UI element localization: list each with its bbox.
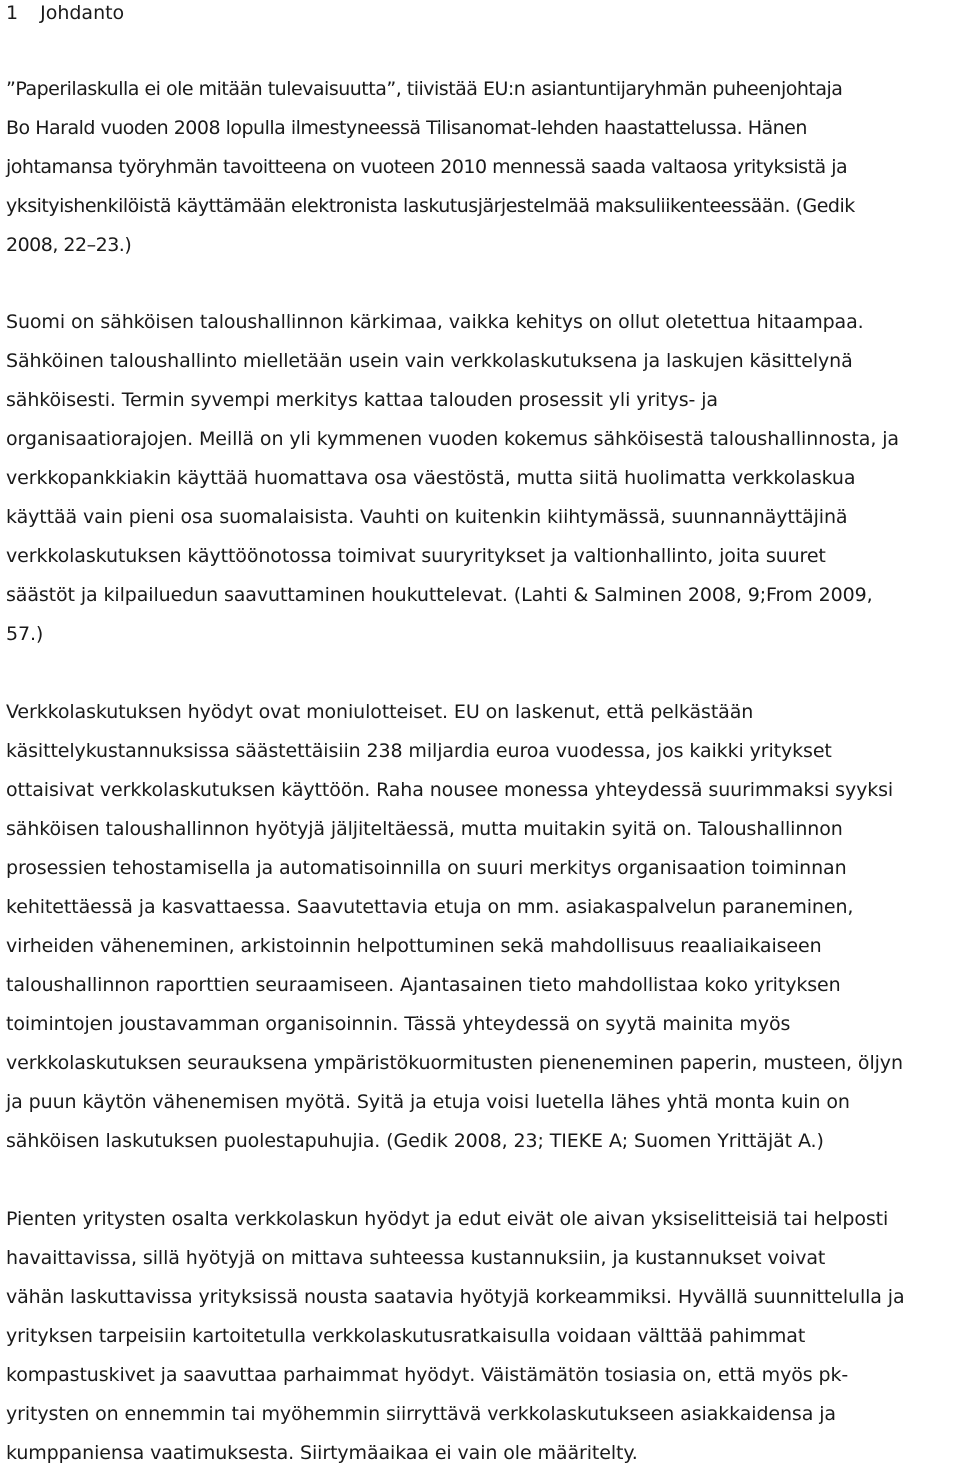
paragraph-line: vähän laskuttavissa yrityksissä nousta saatavia hyötyjä korkeammiksi. Hyvällä suunnittelulla ja bbox=[6, 1286, 905, 1308]
paragraph-line: sähköisen laskutuksen puolestapuhujia. (Gedik 2008, 23; TIEKE A; Suomen Yrittäjät A.) bbox=[6, 1130, 824, 1152]
paragraph-line: ottaisivat verkkolaskutuksen käyttöön. Raha nousee monessa yhteydessä suurimmaksi syyksi bbox=[6, 779, 894, 801]
paragraph-line: johtamansa työryhmän tavoitteena on vuoteen 2010 mennessä saada valtaosa yrityksistä ja bbox=[6, 156, 848, 178]
paragraph-line: virheiden väheneminen, arkistoinnin helpottuminen sekä mahdollisuus reaaliaikaiseen bbox=[6, 935, 822, 957]
paragraph-line: kehitettäessä ja kasvattaessa. Saavutettavia etuja on mm. asiakaspalvelun paraneminen, bbox=[6, 896, 854, 918]
paragraph-line: käyttää vain pieni osa suomalaisista. Vauhti on kuitenkin kiihtymässä, suunnannäyttäjinä bbox=[6, 506, 848, 528]
paragraph-line: Pienten yritysten osalta verkkolaskun hyödyt ja edut eivät ole aivan yksiselitteisiä tai helposti bbox=[6, 1208, 889, 1230]
paragraph-line: verkkolaskutuksen seurauksena ympäristökuormitusten pieneneminen paperin, musteen, öljyn bbox=[6, 1052, 903, 1074]
paragraph-line: ja puun käytön vähenemisen myötä. Syitä ja etuja voisi luetella lähes yhtä monta kuin on bbox=[6, 1091, 850, 1113]
paragraph-line: yritysten on ennemmin tai myöhemmin siirryttävä verkkolaskutukseen asiakkaidensa ja bbox=[6, 1403, 836, 1425]
paragraph-line: ”Paperilaskulla ei ole mitään tulevaisuutta”, tiivistää EU:n asiantuntijaryhmän puheenjohtaja bbox=[6, 78, 843, 100]
paragraph-line: verkkopankkiakin käyttää huomattava osa väestöstä, mutta siitä huolimatta verkkolaskua bbox=[6, 467, 856, 489]
paragraph-line: kumppaniensa vaatimuksesta. Siirtymäaikaa ei vain ole määritelty. bbox=[6, 1442, 638, 1464]
paragraph-line: Suomi on sähköisen taloushallinnon kärkimaa, vaikka kehitys on ollut oletettua hitaampaa. bbox=[6, 311, 864, 333]
paragraph-line: Bo Harald vuoden 2008 lopulla ilmestyneessä Tilisanomat-lehden haastattelussa. Hänen bbox=[6, 117, 807, 139]
paragraph-line: sähköisesti. Termin syvempi merkitys kattaa talouden prosessit yli yritys- ja bbox=[6, 389, 718, 411]
paragraph-line: 2008, 22–23.) bbox=[6, 234, 132, 256]
paragraph-line: verkkolaskutuksen käyttöönotossa toimivat suuryritykset ja valtionhallinto, joita suuret bbox=[6, 545, 826, 567]
paragraph-line: Verkkolaskutuksen hyödyt ovat moniulotteiset. EU on laskenut, että pelkästään bbox=[6, 701, 754, 723]
paragraph-line: säästöt ja kilpailuedun saavuttaminen houkuttelevat. (Lahti & Salminen 2008, 9;From 2009, bbox=[6, 584, 873, 606]
paragraph-line: kompastuskivet ja saavuttaa parhaimmat hyödyt. Väistämätön tosiasia on, että myös pk- bbox=[6, 1364, 849, 1386]
paragraph-line: käsittelykustannuksissa säästettäisiin 238 miljardia euroa vuodessa, jos kaikki yritykset bbox=[6, 740, 832, 762]
section-heading bbox=[6, 0, 124, 26]
paragraph-line: Sähköinen taloushallinto mielletään usein vain verkkolaskutuksena ja laskujen käsittelynä bbox=[6, 350, 853, 372]
paragraph-line: havaittavissa, sillä hyötyjä on mittava suhteessa kustannuksiin, ja kustannukset voivat bbox=[6, 1247, 826, 1269]
paragraph-line: yrityksen tarpeisiin kartoitetulla verkkolaskutusratkaisulla voidaan välttää pahimmat bbox=[6, 1325, 806, 1347]
section-title: Johdanto bbox=[40, 2, 125, 24]
paragraph-line: 57.) bbox=[6, 623, 44, 645]
paragraph-line: organisaatiorajojen. Meillä on yli kymmenen vuoden kokemus sähköisestä taloushallinnosta, ja bbox=[6, 428, 899, 450]
paragraph-line: toimintojen joustavamman organisoinnin. Tässä yhteydessä on syytä mainita myös bbox=[6, 1013, 791, 1035]
paragraph-line: prosessien tehostamisella ja automatisoinnilla on suuri merkitys organisaation toiminnan bbox=[6, 857, 847, 879]
section-number: 1 bbox=[6, 2, 19, 24]
paragraph-line: taloushallinnon raporttien seuraamiseen. Ajantasainen tieto mahdollistaa koko yrityksen bbox=[6, 974, 841, 996]
paragraph-line: yksityishenkilöistä käyttämään elektronista laskutusjärjestelmää maksuliikenteessään. (Gedik bbox=[6, 195, 855, 217]
paragraph-line: sähköisen taloushallinnon hyötyjä jäljiteltäessä, mutta muitakin syitä on. Taloushallinnon bbox=[6, 818, 843, 840]
